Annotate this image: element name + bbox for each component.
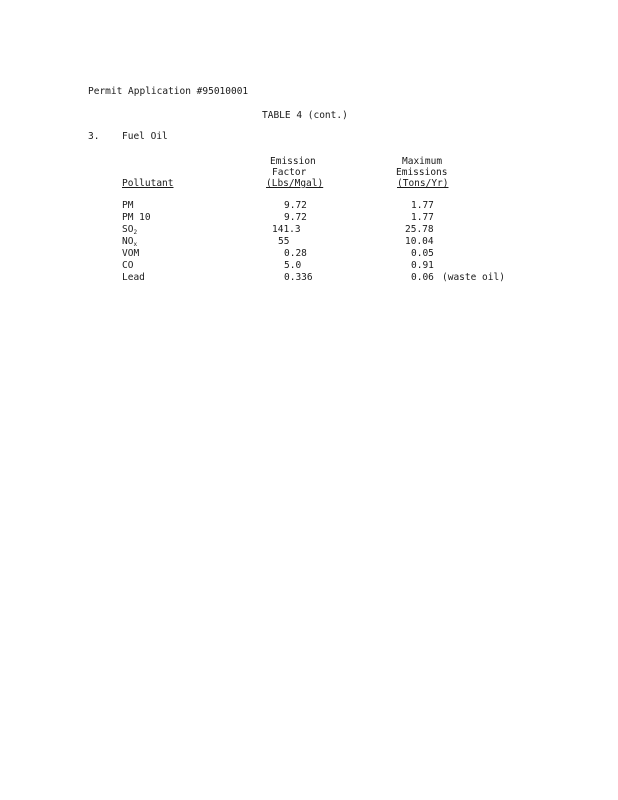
factor-cell: 9.72 <box>284 212 307 223</box>
row-note: (waste oil) <box>442 272 505 283</box>
max-cell: 0.05 <box>411 248 434 259</box>
section-title: Fuel Oil <box>122 131 168 142</box>
factor-cell: 9.72 <box>284 200 307 211</box>
max-cell: 0.91 <box>411 260 434 271</box>
max-cell: 0.06 <box>411 272 434 283</box>
table-row <box>0 212 618 223</box>
max-header-unit: (Tons/Yr) <box>397 178 449 189</box>
pollutant-subscript: x <box>133 241 138 248</box>
pollutant-subscript: 2 <box>133 229 138 236</box>
factor-header-unit: (Lbs/Mgal) <box>266 178 324 189</box>
table-row <box>0 272 618 283</box>
table-row <box>0 248 618 259</box>
permit-application-header: Permit Application #95010001 <box>88 86 249 97</box>
pollutant-cell: $NO_x$ <box>122 236 138 248</box>
pollutant-cell: Lead <box>122 272 145 283</box>
factor-cell: 5.0 <box>284 260 302 271</box>
table-title: TABLE 4 (cont.) <box>262 110 348 121</box>
max-cell: 1.77 <box>411 200 434 211</box>
pollutant-cell: PM 10 <box>122 212 151 223</box>
pollutant-cell: $SO_2$ <box>122 224 138 236</box>
factor-header-line2: Factor <box>272 167 307 178</box>
table-row <box>0 236 618 247</box>
table-row <box>0 200 618 211</box>
max-header-line2: Emissions <box>396 167 448 178</box>
factor-cell: 141.3 <box>272 224 301 235</box>
table-row <box>0 260 618 271</box>
factor-header-line1: Emission <box>270 156 316 167</box>
max-cell: 25.78 <box>405 224 434 235</box>
max-cell: 1.77 <box>411 212 434 223</box>
factor-cell: 55 <box>278 236 290 247</box>
pollutant-cell: CO <box>122 260 134 271</box>
pollutant-cell: VOM <box>122 248 140 259</box>
section-number: 3. <box>88 131 100 142</box>
table-row <box>0 224 618 235</box>
factor-cell: 0.28 <box>284 248 307 259</box>
factor-cell: 0.336 <box>284 272 313 283</box>
max-header-line1: Maximum <box>402 156 443 167</box>
pollutant-header: Pollutant <box>122 178 174 189</box>
pollutant-cell: PM <box>122 200 134 211</box>
max-cell: 10.04 <box>405 236 434 247</box>
